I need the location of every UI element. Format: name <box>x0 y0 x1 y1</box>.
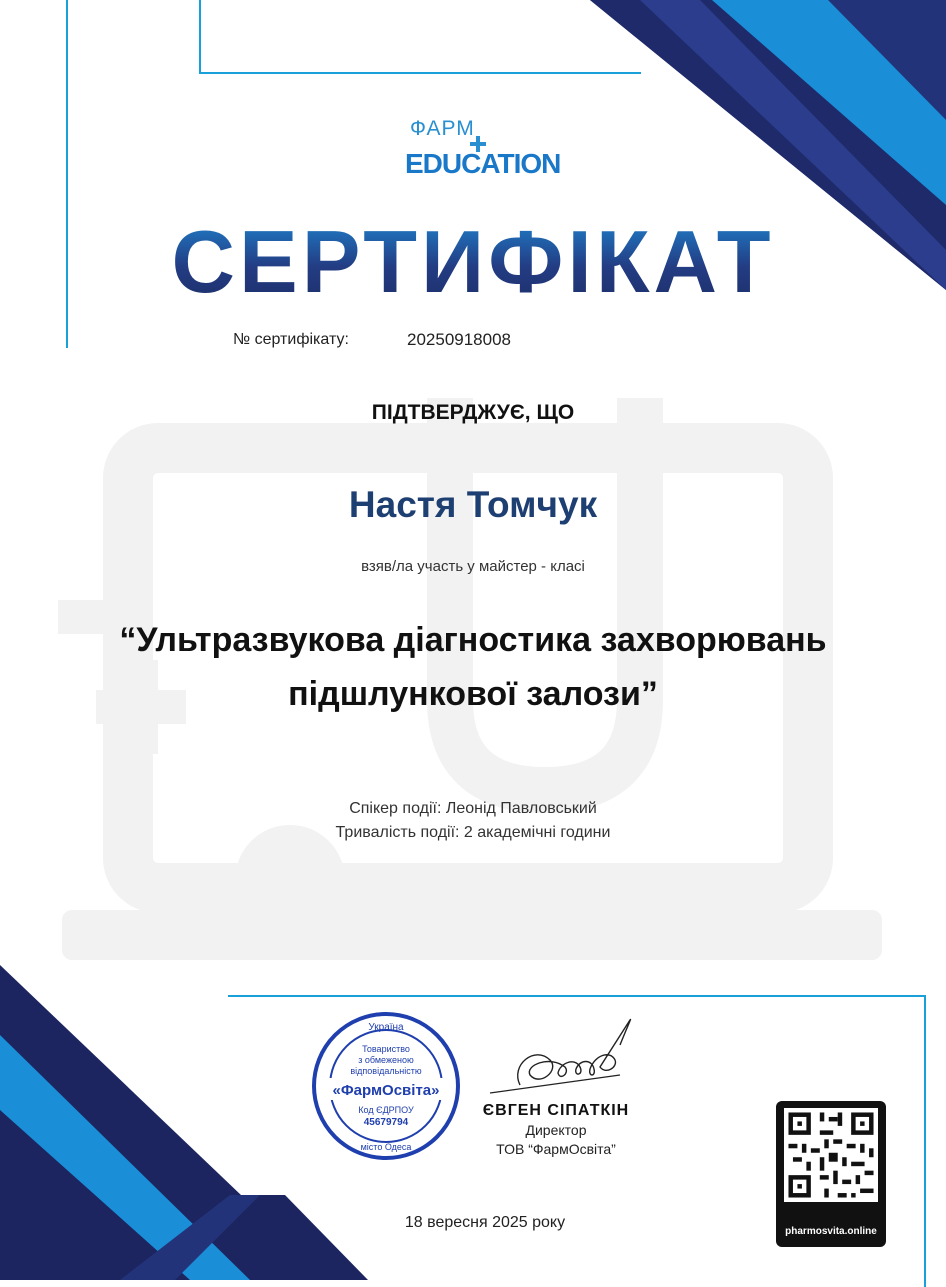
issue-date: 18 вересня 2025 року <box>404 1214 566 1231</box>
confirms-heading: ПІДТВЕРДЖУЄ, ЩО <box>371 401 575 424</box>
certificate-title: СЕРТИФІКАТ <box>0 212 946 312</box>
logo-line1: ФАРМ <box>410 117 475 140</box>
stamp-city: місто Одеса <box>360 1142 412 1152</box>
company-stamp <box>310 1010 462 1162</box>
stamp-line2: з обмеженою <box>358 1055 414 1065</box>
stamp-country: Україна <box>368 1022 404 1033</box>
qr-caption[interactable]: pharmosvita.online <box>785 1226 877 1237</box>
stamp-code-label: Код ЄДРПОУ <box>358 1105 414 1115</box>
course-title <box>0 613 946 721</box>
stamp-code: 45679794 <box>363 1117 409 1128</box>
logo-line2: EDUCATION <box>405 148 561 179</box>
director-organization: ТОВ “ФармОсвіта” <box>496 1141 616 1157</box>
speaker-text: Спікер події: Леонід Павловський <box>349 800 597 817</box>
qr-code-icon <box>784 1108 878 1202</box>
duration-text: Тривалість події: 2 академічні години <box>335 824 611 841</box>
director-name: ЄВГЕН СІПАТКІН <box>482 1102 630 1119</box>
certificate-number-label: № сертифікату: <box>233 331 349 348</box>
course-title-line1: “Ультразвукова діагностика захворювань <box>119 621 827 659</box>
recipient-name: Настя Томчук <box>348 484 598 525</box>
stamp-company: «ФармОсвіта» <box>332 1082 440 1099</box>
course-title-line2: підшлункової залози” <box>288 675 658 713</box>
signature <box>480 1015 650 1105</box>
frame-line-top <box>199 0 641 74</box>
stamp-line1: Товариство <box>362 1044 410 1054</box>
director-role: Директор <box>525 1122 587 1138</box>
qr-code[interactable] <box>784 1108 878 1202</box>
participation-text: взяв/ла участь у майстер - класі <box>361 558 585 575</box>
stamp-line3: відповідальністю <box>350 1066 422 1076</box>
certificate-number-value: 20250918008 <box>407 330 512 349</box>
